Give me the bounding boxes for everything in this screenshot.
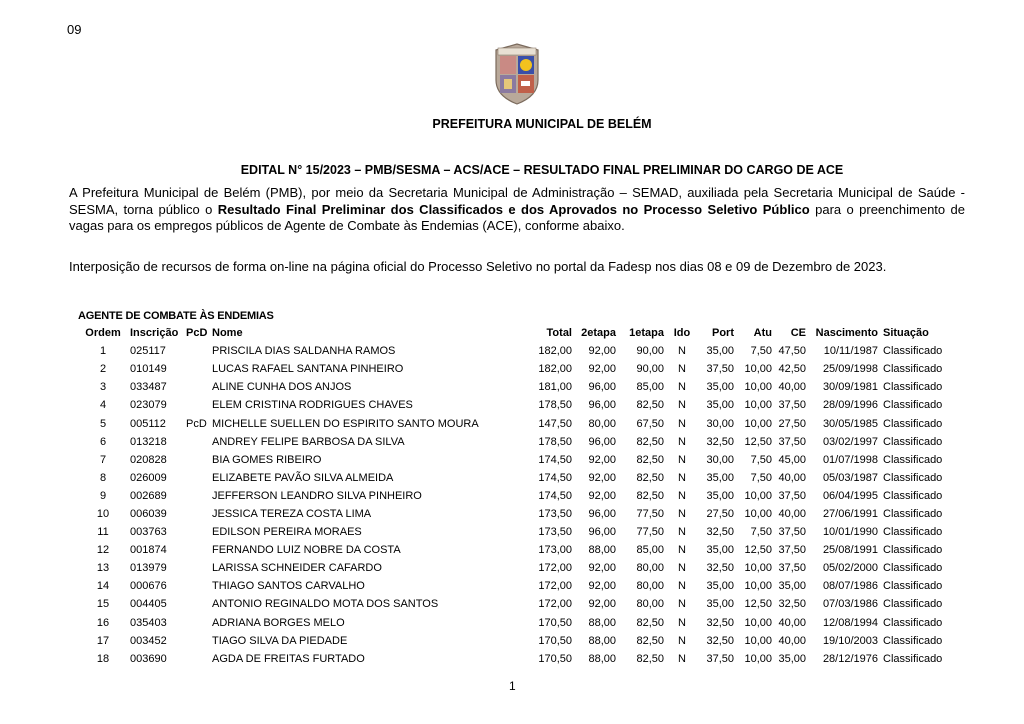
cell-ordem: 6 — [99, 435, 107, 448]
cell-1etapa: 77,50 — [636, 526, 664, 539]
cell-ido: N — [678, 363, 686, 376]
cell-port: 37,50 — [706, 652, 734, 665]
cell-inscricao: 020828 — [130, 453, 167, 466]
table-row — [78, 342, 963, 360]
cell-pcd — [186, 595, 208, 613]
cell-situacao: Classificado — [883, 562, 943, 575]
cell-pcd — [186, 433, 208, 451]
table-row — [78, 396, 963, 414]
cell-nascimento: 01/07/1998 — [822, 453, 878, 466]
cell-ordem: 13 — [96, 562, 110, 575]
cell-port: 35,00 — [706, 381, 734, 394]
cell-ce: 40,00 — [778, 381, 806, 394]
cell-1etapa: 85,00 — [636, 381, 664, 394]
cell-ordem: 4 — [99, 399, 107, 412]
organization-title: PREFEITURA MUNICIPAL DE BELÉM — [432, 117, 652, 131]
cell-inscricao: 025117 — [130, 345, 166, 358]
cell-1etapa: 82,50 — [636, 652, 664, 665]
cell-ordem: 5 — [99, 417, 107, 430]
cell-nome: PRISCILA DIAS SALDANHA RAMOS — [212, 345, 396, 358]
cell-ce: 35,00 — [778, 580, 806, 593]
cell-ordem: 18 — [96, 652, 110, 665]
cell-situacao: Classificado — [883, 544, 943, 557]
cell-port: 32,50 — [706, 616, 734, 629]
cell-nome: EDILSON PEREIRA MORAES — [212, 526, 362, 539]
cell-ido: N — [678, 580, 686, 593]
cell-atu: 10,00 — [744, 580, 772, 593]
col-situacao: Situação — [883, 327, 929, 340]
cell-ido: N — [678, 381, 686, 394]
cell-ordem: 15 — [96, 598, 110, 611]
cell-nome: THIAGO SANTOS CARVALHO — [212, 580, 365, 593]
cell-2etapa: 92,00 — [588, 580, 616, 593]
cell-ido: N — [678, 435, 686, 448]
cell-total: 172,00 — [538, 598, 572, 611]
cell-situacao: Classificado — [883, 598, 943, 611]
cell-port: 30,00 — [706, 417, 734, 430]
cell-inscricao: 003452 — [130, 634, 167, 647]
cell-pcd: PcD — [186, 417, 207, 430]
cell-ce: 45,00 — [778, 453, 806, 466]
cell-total: 170,50 — [538, 634, 572, 647]
cell-1etapa: 90,00 — [636, 363, 664, 376]
col-ido: Ido — [673, 327, 691, 340]
table-row — [78, 433, 963, 451]
cell-2etapa: 92,00 — [588, 562, 616, 575]
cell-ido: N — [678, 652, 686, 665]
cell-inscricao: 006039 — [130, 507, 167, 520]
cell-inscricao: 000676 — [130, 580, 167, 593]
cell-inscricao: 026009 — [130, 471, 167, 484]
cell-nome: JEFFERSON LEANDRO SILVA PINHEIRO — [212, 489, 422, 502]
table-row — [78, 632, 963, 650]
cell-ido: N — [678, 507, 686, 520]
cell-atu: 10,00 — [744, 652, 772, 665]
cell-atu: 10,00 — [744, 507, 772, 520]
cell-inscricao: 013218 — [130, 435, 167, 448]
cell-nome: JESSICA TEREZA COSTA LIMA — [212, 507, 372, 520]
col-ordem: Ordem — [85, 327, 121, 340]
cell-port: 35,00 — [706, 598, 734, 611]
cell-ce: 37,50 — [778, 435, 806, 448]
cell-atu: 7,50 — [750, 345, 772, 358]
table-row — [78, 614, 963, 632]
cell-inscricao: 003763 — [130, 526, 167, 539]
cell-1etapa: 80,00 — [636, 580, 664, 593]
cell-nascimento: 06/04/1995 — [822, 489, 878, 502]
cell-nascimento: 25/08/1991 — [822, 544, 878, 557]
cell-pcd — [186, 523, 208, 541]
intro-paragraph — [69, 185, 965, 235]
cell-1etapa: 82,50 — [636, 616, 664, 629]
cell-situacao: Classificado — [883, 363, 943, 376]
cell-nascimento: 12/08/1994 — [822, 616, 878, 629]
cell-atu: 12,50 — [744, 435, 772, 448]
col-port: Port — [712, 327, 734, 340]
cell-1etapa: 82,50 — [636, 634, 664, 647]
cell-2etapa: 92,00 — [588, 489, 616, 502]
cell-port: 35,00 — [706, 544, 734, 557]
cell-nascimento: 07/03/1986 — [822, 598, 878, 611]
intro-text-2: para o preenchimento de vagas para os empregos públicos de Agente de Combate às Endemias (ACE), conforme abaixo. — [69, 201, 965, 233]
cell-total: 172,00 — [538, 562, 572, 575]
cell-port: 32,50 — [706, 562, 734, 575]
cell-ordem: 12 — [96, 544, 110, 557]
cell-atu: 10,00 — [744, 381, 772, 394]
cell-nome: MICHELLE SUELLEN DO ESPIRITO SANTO MOURA — [212, 417, 479, 430]
cell-1etapa: 82,50 — [636, 471, 664, 484]
cell-situacao: Classificado — [883, 489, 943, 502]
cell-atu: 12,50 — [744, 544, 772, 557]
cell-pcd — [186, 632, 208, 650]
cell-ordem: 7 — [99, 453, 107, 466]
cell-situacao: Classificado — [883, 381, 943, 394]
cell-nome: LARISSA SCHNEIDER CAFARDO — [212, 562, 382, 575]
cell-total: 173,50 — [538, 507, 572, 520]
cell-ordem: 1 — [99, 345, 107, 358]
table-row — [78, 577, 963, 595]
cell-total: 178,50 — [538, 399, 572, 412]
cell-nascimento: 28/12/1976 — [822, 652, 878, 665]
cell-situacao: Classificado — [883, 634, 943, 647]
cell-nome: FERNANDO LUIZ NOBRE DA COSTA — [212, 544, 401, 557]
cell-inscricao: 003690 — [130, 652, 167, 665]
cell-ido: N — [678, 562, 686, 575]
cell-ce: 27,50 — [778, 417, 806, 430]
cell-situacao: Classificado — [883, 453, 943, 466]
cell-nascimento: 19/10/2003 — [822, 634, 878, 647]
cell-inscricao: 004405 — [130, 598, 167, 611]
cell-total: 174,50 — [538, 453, 572, 466]
cell-pcd — [186, 451, 208, 469]
page-number: 1 — [509, 679, 516, 693]
cell-2etapa: 96,00 — [588, 526, 616, 539]
cell-nome: AGDA DE FREITAS FURTADO — [212, 652, 365, 665]
cell-nome: ANDREY FELIPE BARBOSA DA SILVA — [212, 435, 405, 448]
col-atu: Atu — [753, 327, 772, 340]
cell-atu: 10,00 — [744, 417, 772, 430]
cell-2etapa: 88,00 — [588, 616, 616, 629]
cell-total: 174,50 — [538, 489, 572, 502]
cell-pcd — [186, 505, 208, 523]
cell-2etapa: 88,00 — [588, 544, 616, 557]
table-title: AGENTE DE COMBATE ÀS ENDEMIAS — [78, 310, 274, 322]
cell-ido: N — [678, 471, 686, 484]
cell-inscricao: 035403 — [130, 616, 167, 629]
cell-nome: ELEM CRISTINA RODRIGUES CHAVES — [212, 399, 413, 412]
cell-ordem: 9 — [99, 489, 107, 502]
cell-1etapa: 90,00 — [636, 345, 664, 358]
cell-pcd — [186, 487, 208, 505]
cell-port: 35,00 — [706, 489, 734, 502]
cell-inscricao: 013979 — [130, 562, 167, 575]
cell-situacao: Classificado — [883, 526, 943, 539]
cell-ce: 42,50 — [778, 363, 806, 376]
cell-ce: 40,00 — [778, 507, 806, 520]
cell-nascimento: 30/05/1985 — [822, 417, 878, 430]
cell-ido: N — [678, 634, 686, 647]
table-row — [78, 559, 963, 577]
appeal-notice: Interposição de recursos de forma on-line na página oficial do Processo Seletivo no portal da Fadesp nos dias 08 e 09 de Dezembro de 2023. — [69, 259, 887, 274]
cell-nome: TIAGO SILVA DA PIEDADE — [212, 634, 348, 647]
col-2etapa: 2etapa — [581, 327, 616, 340]
cell-atu: 10,00 — [744, 363, 772, 376]
cell-nascimento: 27/06/1991 — [822, 507, 878, 520]
cell-1etapa: 82,50 — [636, 435, 664, 448]
cell-port: 35,00 — [706, 471, 734, 484]
cell-ordem: 16 — [96, 616, 110, 629]
cell-situacao: Classificado — [883, 471, 943, 484]
cell-inscricao: 002689 — [130, 489, 167, 502]
cell-pcd — [186, 559, 208, 577]
cell-pcd — [186, 396, 208, 414]
cell-port: 37,50 — [706, 363, 734, 376]
cell-total: 147,50 — [538, 417, 572, 430]
cell-pcd — [186, 541, 208, 559]
cell-pcd — [186, 342, 208, 360]
cell-2etapa: 80,00 — [588, 417, 616, 430]
cell-2etapa: 88,00 — [588, 634, 616, 647]
table-row — [78, 414, 963, 432]
cell-ce: 37,50 — [778, 399, 806, 412]
cell-ordem: 14 — [96, 580, 110, 593]
cell-nascimento: 05/02/2000 — [822, 562, 878, 575]
cell-total: 170,50 — [538, 652, 572, 665]
cell-situacao: Classificado — [883, 616, 943, 629]
cell-pcd — [186, 577, 208, 595]
cell-total: 173,50 — [538, 526, 572, 539]
cell-situacao: Classificado — [883, 435, 943, 448]
cell-nome: ELIZABETE PAVÃO SILVA ALMEIDA — [212, 471, 394, 484]
cell-port: 35,00 — [706, 580, 734, 593]
cell-ce: 40,00 — [778, 616, 806, 629]
cell-2etapa: 96,00 — [588, 399, 616, 412]
table-row — [78, 378, 963, 396]
table-row — [78, 451, 963, 469]
cell-atu: 7,50 — [750, 453, 772, 466]
results-table — [78, 324, 963, 668]
cell-1etapa: 82,50 — [636, 399, 664, 412]
cell-ido: N — [678, 598, 686, 611]
cell-ordem: 3 — [99, 381, 107, 394]
cell-atu: 10,00 — [744, 562, 772, 575]
cell-2etapa: 96,00 — [588, 507, 616, 520]
cell-2etapa: 96,00 — [588, 435, 616, 448]
cell-ido: N — [678, 526, 686, 539]
page-label-top: 09 — [67, 22, 82, 37]
table-row — [78, 541, 963, 559]
cell-situacao: Classificado — [883, 507, 943, 520]
cell-total: 182,00 — [538, 345, 572, 358]
cell-situacao: Classificado — [883, 417, 943, 430]
cell-ce: 40,00 — [778, 471, 806, 484]
cell-ido: N — [678, 489, 686, 502]
cell-situacao: Classificado — [883, 345, 943, 358]
cell-port: 27,50 — [706, 507, 734, 520]
cell-1etapa: 77,50 — [636, 507, 664, 520]
cell-atu: 7,50 — [750, 526, 772, 539]
cell-ce: 37,50 — [778, 489, 806, 502]
cell-inscricao: 023079 — [130, 399, 167, 412]
cell-situacao: Classificado — [883, 652, 943, 665]
cell-ordem: 11 — [97, 526, 109, 539]
cell-ordem: 8 — [99, 471, 107, 484]
col-pcd: PcD — [186, 327, 208, 340]
cell-pcd — [186, 378, 208, 396]
cell-ido: N — [678, 453, 686, 466]
cell-port: 32,50 — [706, 526, 734, 539]
cell-ordem: 10 — [96, 507, 110, 520]
cell-nascimento: 08/07/1986 — [822, 580, 878, 593]
cell-2etapa: 88,00 — [588, 652, 616, 665]
cell-atu: 10,00 — [744, 489, 772, 502]
cell-pcd — [186, 650, 208, 668]
col-total: Total — [546, 327, 572, 340]
cell-nascimento: 25/09/1998 — [822, 363, 878, 376]
cell-pcd — [186, 469, 208, 487]
cell-nascimento: 28/09/1996 — [822, 399, 878, 412]
cell-atu: 10,00 — [744, 616, 772, 629]
cell-atu: 12,50 — [744, 598, 772, 611]
cell-total: 182,00 — [538, 363, 572, 376]
cell-2etapa: 92,00 — [588, 598, 616, 611]
intro-text-1: A Prefeitura Municipal de Belém (PMB), por meio da Secretaria Municipal de Administração – SEMAD, auxiliada pela Secretaria Municipal de Saúde - SESMA, torna público o — [69, 185, 965, 217]
cell-1etapa: 85,00 — [636, 544, 664, 557]
cell-inscricao: 001874 — [130, 544, 167, 557]
cell-atu: 10,00 — [744, 634, 772, 647]
cell-ido: N — [678, 417, 686, 430]
cell-nome: ALINE CUNHA DOS ANJOS — [212, 381, 352, 394]
cell-inscricao: 010149 — [130, 363, 167, 376]
cell-port: 30,00 — [706, 453, 734, 466]
cell-total: 178,50 — [538, 435, 572, 448]
cell-ordem: 2 — [99, 363, 107, 376]
cell-nascimento: 05/03/1987 — [822, 471, 878, 484]
cell-1etapa: 82,50 — [636, 489, 664, 502]
cell-ido: N — [678, 616, 686, 629]
cell-atu: 10,00 — [744, 399, 772, 412]
cell-pcd — [186, 360, 208, 378]
cell-total: 172,00 — [538, 580, 572, 593]
cell-2etapa: 96,00 — [588, 381, 616, 394]
cell-nascimento: 10/01/1990 — [822, 526, 878, 539]
edital-title: EDITAL N° 15/2023 – PMB/SESMA – ACS/ACE – RESULTADO FINAL PRELIMINAR DO CARGO DE ACE — [240, 163, 844, 177]
col-inscricao: Inscrição — [130, 327, 179, 340]
cell-inscricao: 005112 — [130, 417, 166, 430]
cell-port: 32,50 — [706, 634, 734, 647]
cell-total: 174,50 — [538, 471, 572, 484]
cell-ido: N — [678, 399, 686, 412]
cell-nome: BIA GOMES RIBEIRO — [212, 453, 322, 466]
cell-2etapa: 92,00 — [588, 363, 616, 376]
cell-ido: N — [678, 544, 686, 557]
cell-port: 35,00 — [706, 345, 734, 358]
cell-situacao: Classificado — [883, 399, 943, 412]
cell-pcd — [186, 614, 208, 632]
table-row — [78, 650, 963, 668]
col-nascimento: Nascimento — [815, 327, 878, 340]
table-row — [78, 469, 963, 487]
cell-1etapa: 67,50 — [636, 417, 664, 430]
cell-nome: ADRIANA BORGES MELO — [212, 616, 345, 629]
cell-ce: 37,50 — [778, 544, 806, 557]
table-row — [78, 595, 963, 613]
cell-ce: 32,50 — [778, 598, 806, 611]
intro-bold-text: Resultado Final Preliminar dos Classificados e dos Aprovados no Processo Seletivo Público — [217, 201, 810, 217]
cell-ce: 47,50 — [778, 345, 806, 358]
col-ce: CE — [790, 327, 806, 340]
cell-ce: 37,50 — [778, 562, 806, 575]
table-row — [78, 360, 963, 378]
cell-2etapa: 92,00 — [588, 453, 616, 466]
cell-1etapa: 80,00 — [636, 598, 664, 611]
cell-1etapa: 80,00 — [636, 562, 664, 575]
cell-ce: 40,00 — [778, 634, 806, 647]
cell-nascimento: 10/11/1987 — [823, 345, 878, 358]
cell-ido: N — [678, 345, 686, 358]
cell-port: 35,00 — [706, 399, 734, 412]
cell-situacao: Classificado — [883, 580, 943, 593]
results-section — [78, 310, 963, 668]
cell-nome: ANTONIO REGINALDO MOTA DOS SANTOS — [212, 598, 439, 611]
cell-total: 181,00 — [538, 381, 572, 394]
cell-ce: 37,50 — [778, 526, 806, 539]
cell-2etapa: 92,00 — [588, 471, 616, 484]
cell-nome: LUCAS RAFAEL SANTANA PINHEIRO — [212, 363, 404, 376]
cell-inscricao: 033487 — [130, 381, 167, 394]
cell-nascimento: 30/09/1981 — [822, 381, 878, 394]
cell-2etapa: 92,00 — [588, 345, 616, 358]
col-nome: Nome — [212, 327, 243, 340]
table-header-row — [78, 324, 963, 342]
city-coat-of-arms-icon — [490, 40, 544, 106]
col-1etapa: 1etapa — [629, 327, 664, 340]
cell-total: 173,00 — [538, 544, 572, 557]
cell-1etapa: 82,50 — [636, 453, 664, 466]
table-row — [78, 487, 963, 505]
table-row — [78, 505, 963, 523]
cell-total: 170,50 — [538, 616, 572, 629]
cell-atu: 7,50 — [750, 471, 772, 484]
table-row — [78, 523, 963, 541]
cell-port: 32,50 — [706, 435, 734, 448]
cell-ce: 35,00 — [778, 652, 806, 665]
cell-ordem: 17 — [96, 634, 110, 647]
cell-nascimento: 03/02/1997 — [822, 435, 878, 448]
